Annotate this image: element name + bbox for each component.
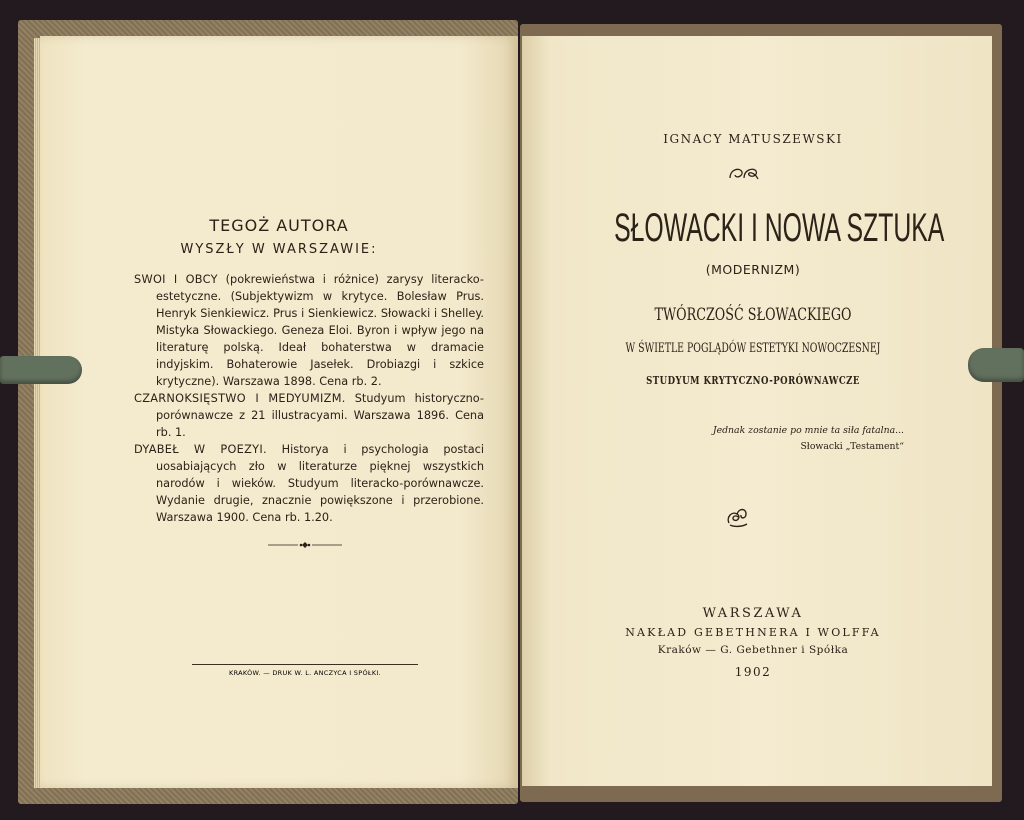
divider-ornament	[268, 539, 342, 551]
fleuron-icon	[724, 505, 750, 529]
bookmark-ribbon-left	[0, 356, 82, 384]
bibliography-entry	[134, 390, 484, 441]
title-line-2: W ŚWIETLE POGLĄDÓW ESTETYKI NOWOCZESNEJ	[625, 341, 881, 356]
left-heading: TEGOŻ AUTORA	[209, 216, 349, 235]
publication-city: WARSZAWA	[702, 606, 804, 621]
author-name: IGNACY MATUSZEWSKI	[663, 132, 843, 146]
bookmark-ribbon-right	[968, 348, 1024, 382]
publisher-branch: Kraków — G. Gebethner i Spółka	[657, 644, 849, 656]
entry-text: (pokrewieństwa i różnice) zarysy literacko-estetyczne. (Subjektywizm w krytyce. Bolesław Prus. Henryk Sienkiewicz. Prus i Sienkiewicz. Słowacki i Shelley. Mistyka Słowackiego. Geneza Eloi. Byron i wpływ jego na literaturę polską. Ideał bohaterstwa w dramacie indyjskim. Bohaterowie Jasełek. Drobiazgi i szkice krytyczne). Warszawa 1898. Cena rb. 2.	[156, 273, 484, 388]
entry-text: Historya i psychologia postaci uosabiających zło w literaturze pięknej wszystkich narodów i wieków. Studyum literacko-porównawcze. Wydanie drugie, znacznie powiększone i przerobione. Warszawa 1900. Cena rb. 1.20.	[156, 443, 485, 524]
bibliography-entry	[134, 441, 484, 526]
bibliography-entry	[134, 271, 484, 390]
publication-year: 1902	[734, 665, 772, 679]
epigraph-source: Słowacki „Testament“	[800, 441, 904, 452]
epigraph-quote: Jednak zostanie po mnie ta siła fatalna...	[712, 425, 904, 436]
entry-title: DYABEŁ W POEZYI.	[134, 443, 267, 456]
entry-text: Studyum historyczno-porównawcze z 21 illustracyami. Warszawa 1896. Cena rb. 1.	[156, 392, 484, 439]
publisher: NAKŁAD GEBETHNERA I WOLFFA	[625, 626, 881, 639]
printer-imprint: KRAKÓW. — DRUK W. L. ANCZYCA I SPÓŁKI.	[229, 669, 381, 677]
title-line-3: STUDYUM KRYTYCZNO-PORÓWNAWCZE	[646, 374, 860, 387]
book-subtitle: (MODERNIZM)	[705, 262, 801, 277]
monogram-icon	[726, 163, 762, 185]
title-line-1: TWÓRCZOŚĆ SŁOWACKIEGO	[654, 305, 852, 325]
book-title: SŁOWACKI I NOWA SZTUKA	[614, 206, 945, 250]
epigraph	[662, 423, 904, 455]
entry-title: SWOI I OBCY	[134, 273, 218, 286]
entry-title: CZARNOKSIĘSTWO I MEDYUMIZM.	[134, 392, 346, 405]
left-subheading: WYSZŁY W WARSZAWIE:	[180, 242, 378, 257]
printer-rule	[192, 664, 418, 665]
bibliography-list	[134, 271, 484, 526]
